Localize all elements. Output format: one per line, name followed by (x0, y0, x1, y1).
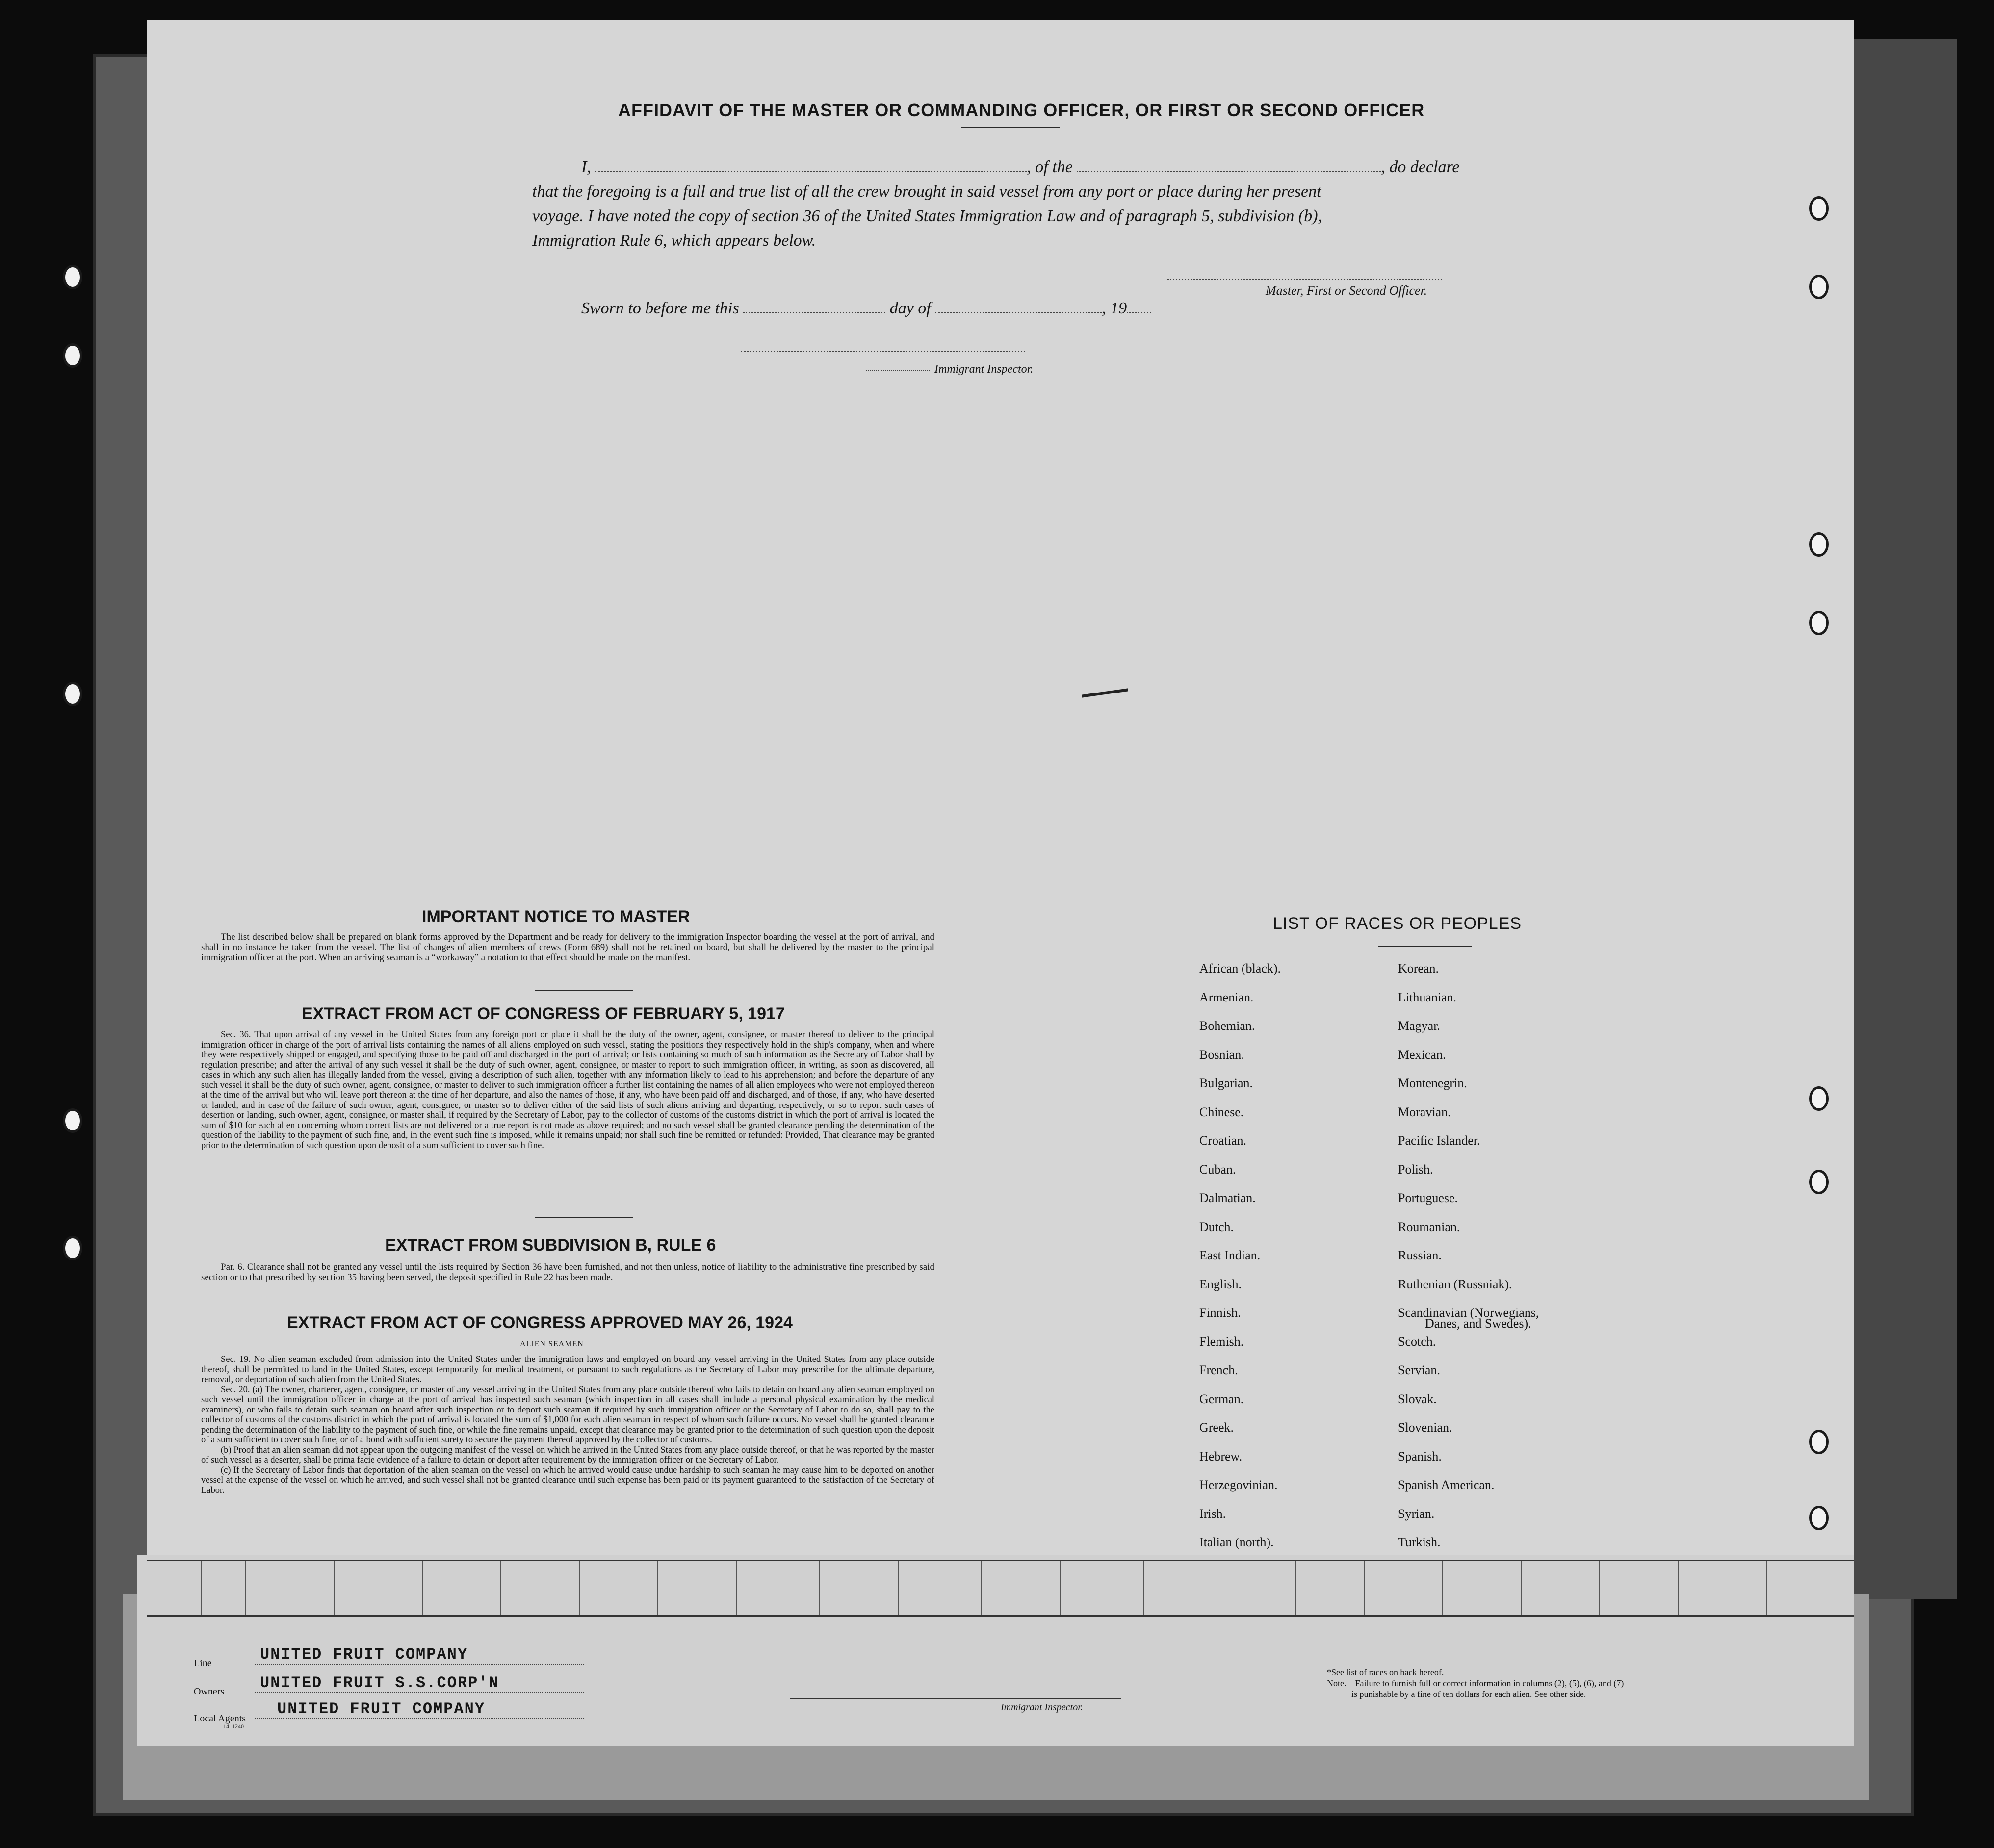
left-race-item: Bohemian. (1199, 1019, 1255, 1033)
affidavit-title: AFFIDAVIT OF THE MASTER OR COMMANDING OFFICER, OR FIRST OR SECOND OFFICER (618, 100, 1425, 120)
line-label: Line (194, 1658, 212, 1668)
left-race-item: Dalmatian. (1199, 1191, 1256, 1205)
left-race-item: French. (1199, 1363, 1238, 1377)
binder-hole (1809, 1086, 1829, 1111)
binder-hole (1809, 611, 1829, 635)
right-race-item: Pacific Islander. (1398, 1133, 1480, 1148)
day-blank[interactable] (743, 312, 885, 313)
left-race-item: Finnish. (1199, 1306, 1241, 1320)
right-race-item: Korean. (1398, 961, 1439, 975)
extract-1924-text (201, 1355, 934, 1495)
notice-divider (535, 990, 633, 991)
footer-inspector-label: Immigrant Inspector. (1001, 1702, 1083, 1713)
races-divider (1378, 946, 1472, 947)
title-underline (961, 127, 1060, 128)
right-race-item: Slovak. (1398, 1391, 1437, 1406)
right-race-item: Mexican. (1398, 1047, 1446, 1062)
rule6-paragraph: Par. 6. Clearance shall not be granted any vessel until the lists required by Section 36 have been furnished, and not then unless, notice of liability to the administrative fine prescribed by said section or to that prescribed by section 35 having been served, the deposit specified in Rule 22 has been made. (201, 1262, 934, 1283)
right-race-item: Scotch. (1398, 1334, 1436, 1349)
left-race-item: Italian (north). (1199, 1535, 1274, 1549)
left-race-item: Armenian. (1199, 990, 1254, 1004)
right-race-item: Roumanian. (1398, 1219, 1460, 1234)
right-race-item: Scandinavian (Norwegians, (1398, 1306, 1539, 1320)
left-race-item: Greek. (1199, 1420, 1234, 1435)
binder-hole (63, 265, 82, 289)
notice-title: IMPORTANT NOTICE TO MASTER (422, 907, 690, 926)
right-race-item: Spanish American. (1398, 1478, 1495, 1492)
left-race-item: East Indian. (1199, 1248, 1261, 1262)
line-stamp: UNITED FRUIT COMPANY (260, 1645, 468, 1664)
right-race-item: Slovenian. (1398, 1420, 1452, 1435)
left-race-item: English. (1199, 1277, 1242, 1291)
races-title: LIST OF RACES OR PEOPLES (1273, 914, 1522, 933)
fine-note-2: is punishable by a fine of ten dollars for each alien. See other side. (1351, 1689, 1586, 1699)
form-number: 14–1240 (223, 1723, 244, 1730)
notice-paragraph: The list described below shall be prepared on blank forms approved by the Department and be ready for delivery to the immigration Inspector boarding the vessel at the port of arrival, and shall in no instance be taken from the vessel. The list of changes of alien members of crews (Form 689) shall not be retained on board, but shall be delivered by the master to the principal immigration officer at the port. When an arriving seaman is a “workaway” a notation to that effect should be made on the manifest. (201, 932, 934, 963)
right-race-item: Ruthenian (Russniak). (1398, 1277, 1512, 1291)
right-race-item: Russian. (1398, 1248, 1442, 1262)
month-blank[interactable] (935, 312, 1102, 313)
affidavit-line2: that the foregoing is a full and true list of all the crew brought in said vessel from any port or place during her present (532, 182, 1321, 201)
left-race-item: Hebrew. (1199, 1449, 1243, 1463)
name-blank[interactable] (595, 171, 1027, 172)
binder-hole (63, 1236, 82, 1260)
binder-hole (1809, 275, 1829, 299)
manifest-column-grid (147, 1560, 1854, 1617)
right-race-item: Moravian. (1398, 1104, 1451, 1119)
vessel-blank[interactable] (1077, 171, 1381, 172)
i-label: I, (581, 158, 591, 176)
right-race-item: Portuguese. (1398, 1191, 1458, 1205)
left-race-item: Cuban. (1199, 1162, 1236, 1177)
right-page-edge (1854, 39, 1957, 1599)
alien-seamen-subtitle: ALIEN SEAMEN (520, 1340, 584, 1348)
left-race-item: Flemish. (1199, 1334, 1244, 1349)
inspector-signature-line[interactable] (741, 351, 1025, 352)
binder-hole (1809, 1506, 1829, 1530)
binder-hole (1809, 532, 1829, 557)
binder-hole (1809, 1430, 1829, 1454)
line-blank (255, 1664, 584, 1665)
year-blank[interactable] (1127, 312, 1151, 313)
sworn-label: Sworn to before me this (581, 299, 739, 317)
sec19-paragraph: Sec. 19. No alien seaman excluded from admission into the United States under the immigration laws and employed on board any vessel arriving in the United States from any place outside thereof, shall be permitted to land in the United States, except temporarily for medical treatment, or pursuant to such regulations as the Secretary of Labor may prescribe for the ultimate departure, removal, or deportation of such alien from the United States. (201, 1355, 934, 1385)
left-race-item: Dutch. (1199, 1219, 1234, 1234)
right-race-item: Spanish. (1398, 1449, 1442, 1463)
inspector-label: Immigrant Inspector. (934, 363, 1034, 376)
owners-stamp: UNITED FRUIT S.S.CORP'N (260, 1674, 499, 1692)
left-race-item: African (black). (1199, 961, 1281, 975)
left-race-item: German. (1199, 1391, 1244, 1406)
rule6-title: EXTRACT FROM SUBDIVISION B, RULE 6 (385, 1236, 716, 1255)
left-race-item: Croatian. (1199, 1133, 1247, 1148)
rule6-text (201, 1262, 934, 1283)
sec20a-paragraph: Sec. 20. (a) The owner, charterer, agent, consignee, or master of any vessel arriving in the United States from any place outside thereof who fails to detain on board any alien seaman employed on such vessel until the immigration officer in charge at the port of arrival has inspected such seaman (which inspection in all cases shall include a personal physical examination by the medical examiners), or who fails to detain such seaman on board after such inspection or to deport such seaman if required by such immigration officer or the Secretary of Labor to do so, shall pay to the collector of customs of the customs district in which the port of arrival is located the sum of $1,000 for each alien seaman in respect of whom such failure occurs. No vessel shall be granted clearance pending the determination of the liability to the payment of such fine, or while the fine remains unpaid, except that clearance may be granted prior to the determination of such question upon the deposit of a sum sufficient to cover such fine, or of a bond with sufficient surety to secure the payment thereof approved by the collector of customs. (201, 1385, 934, 1445)
binder-hole (63, 1108, 82, 1133)
owners-blank (255, 1692, 584, 1693)
left-race-item: Chinese. (1199, 1104, 1244, 1119)
agents-stamp: UNITED FRUIT COMPANY (277, 1700, 486, 1718)
left-race-item: Bulgarian. (1199, 1076, 1253, 1090)
binder-hole (63, 682, 82, 706)
extract-1917-divider (535, 1217, 633, 1218)
do-declare-label: , do declare (1381, 158, 1460, 176)
right-race-item: Magyar. (1398, 1019, 1440, 1033)
right-race-item: Turkish. (1398, 1535, 1441, 1549)
of-the-label: , of the (1027, 158, 1073, 176)
left-race-item: Bosnian. (1199, 1047, 1244, 1062)
footer-inspector-line[interactable] (790, 1698, 1121, 1699)
sworn-line (581, 299, 1151, 318)
binder-hole (1809, 1170, 1829, 1194)
document-sheet (147, 20, 1854, 1565)
agents-blank (255, 1718, 584, 1719)
right-race-item: Servian. (1398, 1363, 1440, 1377)
left-race-item: Herzegovinian. (1199, 1478, 1278, 1492)
inspector-dots (866, 370, 930, 371)
master-signature-line[interactable] (1167, 279, 1442, 280)
year-label: , 19 (1102, 299, 1127, 317)
extract-1917-title: EXTRACT FROM ACT OF CONGRESS OF FEBRUARY 5, 1917 (302, 1004, 785, 1023)
right-race-item: Montenegrin. (1398, 1076, 1467, 1090)
right-race-item: Lithuanian. (1398, 990, 1457, 1004)
agents-label: Local Agents (194, 1713, 246, 1724)
binder-hole (63, 343, 82, 368)
affidavit-line3: voyage. I have noted the copy of section 36 of the United States Immigration Law and of paragraph 5, subdivision (b), (532, 207, 1322, 225)
master-signature-label: Master, First or Second Officer. (1266, 283, 1427, 298)
sec20c-paragraph: (c) If the Secretary of Labor finds that deportation of the alien seaman on the vessel on which he arrived would cause undue hardship to such seaman he may cause him to be deported on another vessel at the expense of the vessel on which he arrived, and such vessel shall not be granted clearance until such expense has been paid or its payment guaranteed to the satisfaction of the Secretary of Labor. (201, 1465, 934, 1495)
see-list-note: *See list of races on back hereof. (1327, 1668, 1444, 1677)
affidavit-line1 (581, 158, 1460, 177)
day-of-label: day of (889, 299, 931, 317)
extract-1917-text (201, 1030, 934, 1151)
right-race-item: Syrian. (1398, 1506, 1435, 1521)
right-race-item: Polish. (1398, 1162, 1433, 1177)
owners-label: Owners (194, 1686, 225, 1697)
affidavit-line4: Immigration Rule 6, which appears below. (532, 231, 816, 250)
left-race-item: Irish. (1199, 1506, 1226, 1521)
notice-text (201, 932, 934, 963)
right-race-item-continued: Danes, and Swedes). (1425, 1316, 1531, 1331)
sec36-paragraph: Sec. 36. That upon arrival of any vessel in the United States from any foreign port or place it shall be the duty of the owner, agent, consignee, or master thereof to deliver to the principal immigration officer in charge of the port of arrival lists containing the names of all aliens employed on such vessel, stating the positions they respectively hold in the ship's company, when and where they were respectively shipped or engaged, and specifying those to be paid off and discharged in the port of arrival; or lists containing so much of such information as the Secretary of Labor shall by regulation prescribe; and after the arrival of any such vessel it shall be the duty of such owner, agent, consignee, or master to report to such immigration officer, in writing, as soon as discovered, all cases in which any such alien has illegally landed from the vessel, giving a description of such alien, together with any information likely to lead to his apprehension; and before the departure of any such vessel it shall be the duty of such owner, agent, consignee, or master to deliver to such immigration officer a further list containing the names of all alien employees who were not employed thereon at the time of the arrival but who will leave port thereon at the time of her departure, and also the names of those, if any, who have been paid off and discharged, and of those, if any, who have deserted or landed; and in case of the failure of such owner, agent, consignee, or master so to deliver either of the said lists of such aliens arriving and departing, respectively, or so to report such cases of desertion or landing, such owner, agent, consignee, or master shall, if required by the Secretary of Labor, pay to the collector of customs of the customs district in which the port of arrival is located the sum of $10 for each alien concerning whom correct lists are not delivered or a true report is not made as above required; and no such vessel shall be granted clearance pending the determination of the question of the liability to the payment of such fine, and, in the event such fine is imposed, while it remains unpaid; nor shall such fine be remitted or refunded: Provided, That clearance may be granted prior to the determination of such question upon deposit of a sum sufficient to cover such fine. (201, 1030, 934, 1151)
binder-hole (1809, 196, 1829, 221)
extract-1924-title: EXTRACT FROM ACT OF CONGRESS APPROVED MAY 26, 1924 (287, 1313, 793, 1332)
fine-note-1: Note.—Failure to furnish full or correct information in columns (2), (5), (6), and (7) (1327, 1678, 1624, 1688)
sec20b-paragraph: (b) Proof that an alien seaman did not appear upon the outgoing manifest of the vessel on which he arrived in the United States from any place outside thereof, or that he was reported by the master of such vessel as a deserter, shall be prima facie evidence of a failure to detain or deport after requirement by the immigration officer or the Secretary of Labor. (201, 1445, 934, 1465)
